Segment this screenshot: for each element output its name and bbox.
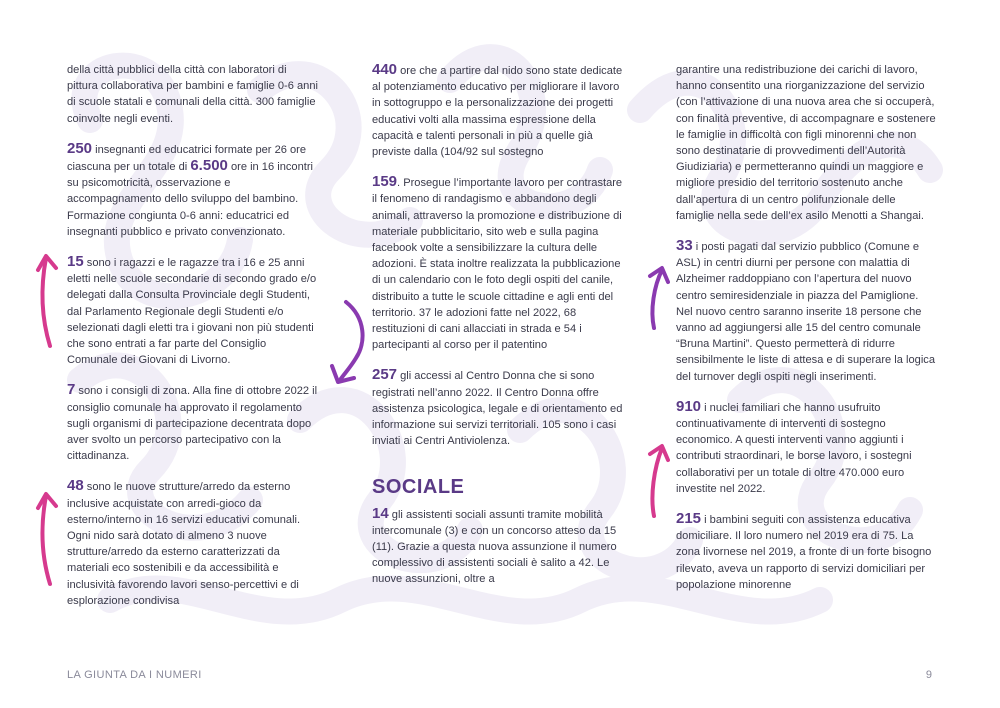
paragraph-bambini: 215 i bambini seguiti con assistenza educativa domiciliare. Il loro numero nel 2019 era di 75. La zona livornese nel 2019, a fronte di un forte bisogno rilevato, aveva un rapporto di servizi domiciliari per popolazione minorenne [676, 510, 932, 591]
section-heading-sociale: SOCIALE [372, 476, 465, 499]
paragraph-riorganizzazione: garantire una redistribuzione dei carichi di lavoro, hanno consentito una riorganizzazione del servizio (con l’attivazione di una nuova area che si occuperà, con finalità preventive, di accompagnare e sostenere le famiglie in difficoltà con figli minorenni che non sono destinatarie di provvedimenti dell’Autorità Giudiziaria) e permetteranno quindi un maggiore e migliore presidio del territorio sostenuto anche dall’apertura di un centro polifunzionale delle famiglie nella sede dell’ex asilo Menotti a Shangai. [676, 64, 936, 222]
arrow-up-right-1-icon [640, 262, 670, 332]
page-number: 9 [925, 669, 932, 681]
paragraph-ore: 440 ore che a partire dal nido sono state dedicate al potenziamento educativo per migliorare il lavoro in sottogruppo e la personalizzazione dei progetti educativi volti alla massima espressione della capacità e talenti personali in più a quelle già previste dalla (104/92 sul sostegno [372, 61, 623, 159]
paragraph-randagismo: 159. Prosegue l’importante lavoro per contrastare il fenomeno di randagismo e abbandono degli animali, attraverso la promozione e distribuzione di materiale pubblicitario, sito web e sulla pagina facebook volte a sensibilizzare la cultura delle adozioni. È stata inoltre realizzata la pubblicazione di un calendario con le foto degli ospiti del canile, distribuito a tutte le scuole cittadine e agli enti del territorio. 37 le adozioni fatte nel 2022, 68 restituzioni di cani allacciati in strada e 54 i partecipanti al corso per il patentino [372, 173, 623, 352]
paragraph-centro-donna: 257 gli accessi al Centro Donna che si sono registrati nell’anno 2022. Il Centro Donna offre assistenza psicologica, legale e di orientamento ed informazione sui servizi territoriali. 105 sono i casi inviati ai Centri Antiviolenza. [372, 366, 623, 448]
column-middle [372, 62, 626, 602]
stat-number: 14 [372, 504, 389, 522]
stat-number: 48 [67, 477, 84, 495]
stat-number: 159 [372, 173, 398, 191]
paragraph-intro: della città pubblici della città con laboratori di pittura collaborativa per bambini e famiglie 0-6 anni di scuole statali e comunali della città. 300 famiglie coinvolte negli eventi. [67, 64, 318, 125]
stat-number: 250 [67, 139, 93, 157]
paragraph-insegnanti: 250 insegnanti ed educatrici formate per 26 ore ciascuna per un totale di 6.500 ore in 16 incontri su psicomotricità, osservazione e accompagnamento dello sviluppo del bambino. Formazione congiunta 0-6 anni: educatrici ed insegnanti pubblico e privato convenzionato. [67, 139, 313, 238]
arrow-down-center-icon [326, 298, 370, 386]
paragraph-alzheimer: 33 i posti pagati dal servizio pubblico (Comune e ASL) in centri diurni per persone con malattia di Alzheimer raddoppiano con l’apertura del nuovo centro semiresidenziale in piazza del Pamiglione. Nel nuovo centro saranno inserite 18 persone che vanno ad aggiungersi alle 15 del centro comunale “Bruna Martini”. Questo permetterà di ridurre sensibilmente le liste di attesa e di superare la logica del turnover degli ospiti negli inserimenti. [676, 237, 935, 383]
column-right [676, 62, 936, 607]
arrow-up-left-1-icon [34, 250, 60, 350]
footer-title: LA GIUNTA DA I NUMERI [67, 669, 202, 681]
stat-number: 6.500 [190, 157, 228, 175]
paragraph-nuclei: 910 i nuclei familiari che hanno usufruito continuativamente di interventi di sostegno economico. A questi interventi vanno aggiunti i contributi straordinari, le borse lavoro, i sostegni collaborativi per un totale di oltre 470.000 euro investite nel 2022. [676, 397, 912, 495]
stat-number: 15 [67, 253, 84, 271]
paragraph-strutture: 48 sono le nuove strutture/arredo da esterno inclusive acquistate con arredi-gioco da esterno/interno in 16 servizi educativi comunali. Ogni nido sarà dotato di almeno 3 nuove strutture/arredo da esterno caratterizzati da materiali eco sostenibili e da accessibilità e inclusività favorendo lavori senso-percettivi e di esplorazione condivisa [67, 477, 301, 607]
stat-number: 7 [67, 381, 76, 399]
arrow-up-left-2-icon [34, 488, 60, 588]
stat-number: 440 [372, 61, 398, 78]
stat-number: 257 [372, 366, 398, 384]
column-left [67, 62, 319, 623]
stat-number: 33 [676, 237, 693, 255]
paragraph-consigli: 7 sono i consigli di zona. Alla fine di ottobre 2022 il consiglio comunale ha approvato il regolamento sugli organismi di partecipazione decentrata dopo aver svolto un percorso partecipativo con la cittadinanza. [67, 381, 318, 463]
arrow-up-right-2-icon [640, 440, 670, 520]
stat-number: 215 [676, 510, 702, 528]
paragraph-assistenti: 14 gli assistenti sociali assunti tramite mobilità intercomunale (3) e con un concorso atteso da 15 (11). Grazie a questa nuova assunzione il numero complessivo di assistenti sociali è salito a 42. Le nuove assunzioni, oltre a [372, 504, 617, 586]
paragraph-ragazzi: 15 sono i ragazzi e le ragazze tra i 16 e 25 anni eletti nelle scuole secondarie di secondo grado e/o delegati dalla Consulta Provinciale degli Studenti, dal Parlamento Regionale degli Studenti e/o selezionati dagli eletti tra i giovani non più studenti che sono entrati a far parte del Consiglio Comunale dei Giovani di Livorno. [67, 253, 317, 367]
stat-number: 910 [676, 397, 702, 415]
